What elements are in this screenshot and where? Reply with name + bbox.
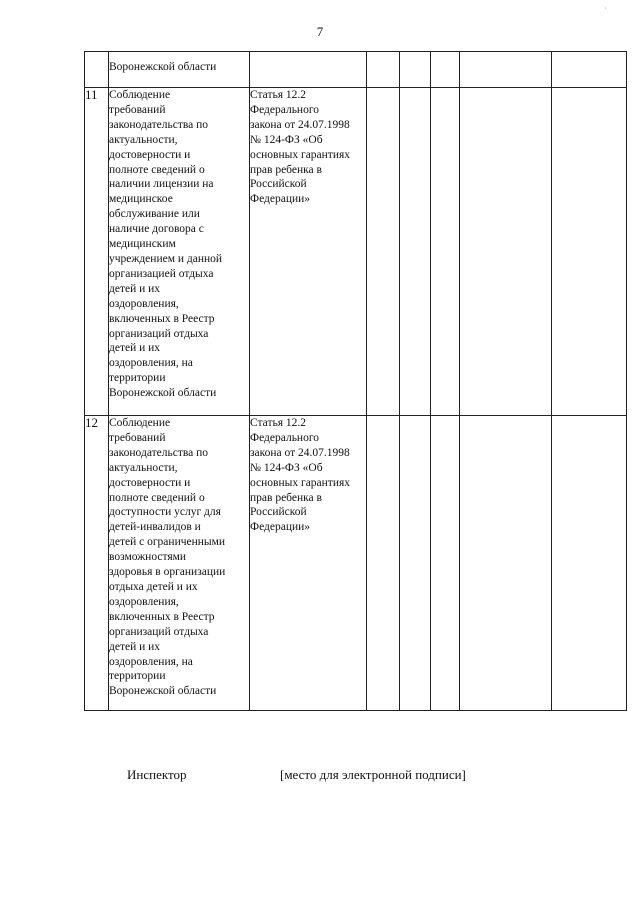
cell-text-line: достоверности и (109, 476, 191, 489)
cell-text-line: основных гарантиях (250, 476, 351, 489)
cell-text-line: Соблюдение (109, 89, 171, 101)
cell-number: 12 (85, 416, 109, 711)
cell-text-line: учреждением и данной (109, 252, 223, 265)
cell-text-line: организаций отдыха (109, 327, 209, 340)
cell-text-line: доступности услуг для (109, 506, 221, 519)
cell-text-line: оздоровления, на (109, 357, 193, 370)
cell-text-line: оздоровления, (109, 595, 179, 608)
cell-text-line: Федерального (250, 431, 320, 444)
cell-text-line: возможностями (109, 551, 187, 564)
cell-text-line: организаций отдыха (109, 625, 209, 638)
cell-text-line: Российской (250, 506, 307, 519)
electronic-signature-placeholder: [место для электронной подписи] (280, 767, 466, 782)
cell-text-line: Федерации» (250, 521, 311, 534)
cell-text-line: Российской (250, 178, 307, 191)
cell-empty (431, 52, 460, 88)
cell-text-line: медицинским (109, 238, 176, 251)
cell-empty (431, 88, 460, 416)
cell-text-line: организацией отдыха (109, 267, 214, 280)
cell-text-line: Воронежской области (109, 685, 217, 698)
table-row (85, 88, 627, 416)
cell-text-line: наличии лицензии на (109, 178, 214, 191)
cell-text-line: медицинское (109, 193, 173, 206)
corner-mark: · (604, 4, 607, 13)
cell-text-line: № 124-ФЗ «Об (250, 461, 323, 474)
inspector-label: Инспектор (127, 767, 187, 782)
cell-text-line: включенных в Реестр (109, 312, 215, 325)
cell-text-line: включенных в Реестр (109, 610, 215, 623)
cell-text-line: законодательства по (109, 446, 209, 459)
cell-text-line: Статья 12.2 (250, 417, 307, 429)
cell-text-line: оздоровления, (109, 297, 179, 310)
cell-law (250, 52, 367, 88)
cell-text-line: прав ребенка в (250, 491, 322, 504)
cell-text-line: законодательства по (109, 118, 209, 131)
cell-law (250, 416, 367, 711)
cell-text-line: детей и их (109, 640, 161, 653)
cell-text-line: Соблюдение (109, 417, 171, 429)
cell-text-line: прав ребенка в (250, 163, 322, 176)
cell-text-line: Федерации» (250, 193, 311, 206)
cell-text-line: территории (109, 670, 166, 683)
cell-text-line: наличие договора с (109, 223, 204, 236)
cell-empty (400, 416, 431, 711)
cell-text-line: полноте сведений о (109, 491, 205, 504)
cell-text-line: обслуживание или (109, 208, 200, 221)
checklist-table (84, 51, 627, 711)
cell-text-line: здоровья в организации (109, 566, 226, 579)
cell-law (250, 88, 367, 416)
cell-empty (552, 416, 627, 711)
cell-text-line: Воронежской области (109, 61, 217, 73)
cell-text-line: детей-инвалидов и (109, 521, 201, 534)
cell-empty (367, 52, 400, 88)
cell-requirement (109, 416, 250, 711)
cell-text-line: детей с ограниченными (109, 536, 226, 549)
cell-text-line: Статья 12.2 (250, 89, 307, 101)
cell-empty (400, 52, 431, 88)
cell-text-line: отдыха детей и их (109, 580, 198, 593)
cell-text-line: достоверности и (109, 148, 191, 161)
cell-text-line: детей и их (109, 342, 161, 355)
cell-text-line: оздоровления, на (109, 655, 193, 668)
cell-text-line: требований (109, 103, 166, 116)
page-number: 7 (316, 24, 324, 39)
cell-empty (552, 88, 627, 416)
cell-text-line: закона от 24.07.1998 (250, 118, 350, 131)
cell-empty (460, 88, 552, 416)
cell-text-line: Федерального (250, 103, 320, 116)
cell-text-line: актуальности, (109, 133, 178, 146)
signature-block (0, 767, 640, 787)
cell-text-line: требований (109, 431, 166, 444)
cell-text-line: территории (109, 372, 166, 385)
cell-text-line: актуальности, (109, 461, 178, 474)
cell-empty (367, 88, 400, 416)
cell-empty (367, 416, 400, 711)
cell-text-line: детей и их (109, 282, 161, 295)
cell-empty (460, 416, 552, 711)
cell-empty (460, 52, 552, 88)
table-row (85, 416, 627, 711)
cell-empty (400, 88, 431, 416)
cell-number: 11 (85, 88, 109, 416)
cell-text-line: Воронежской области (109, 387, 217, 400)
cell-empty (431, 416, 460, 711)
cell-text-line: основных гарантиях (250, 148, 351, 161)
cell-text-line: полноте сведений о (109, 163, 205, 176)
cell-number (85, 52, 109, 88)
table-row-continuation (85, 52, 627, 88)
cell-text-line: № 124-ФЗ «Об (250, 133, 323, 146)
cell-empty (552, 52, 627, 88)
cell-requirement (109, 52, 250, 88)
cell-text-line: закона от 24.07.1998 (250, 446, 350, 459)
cell-requirement (109, 88, 250, 416)
